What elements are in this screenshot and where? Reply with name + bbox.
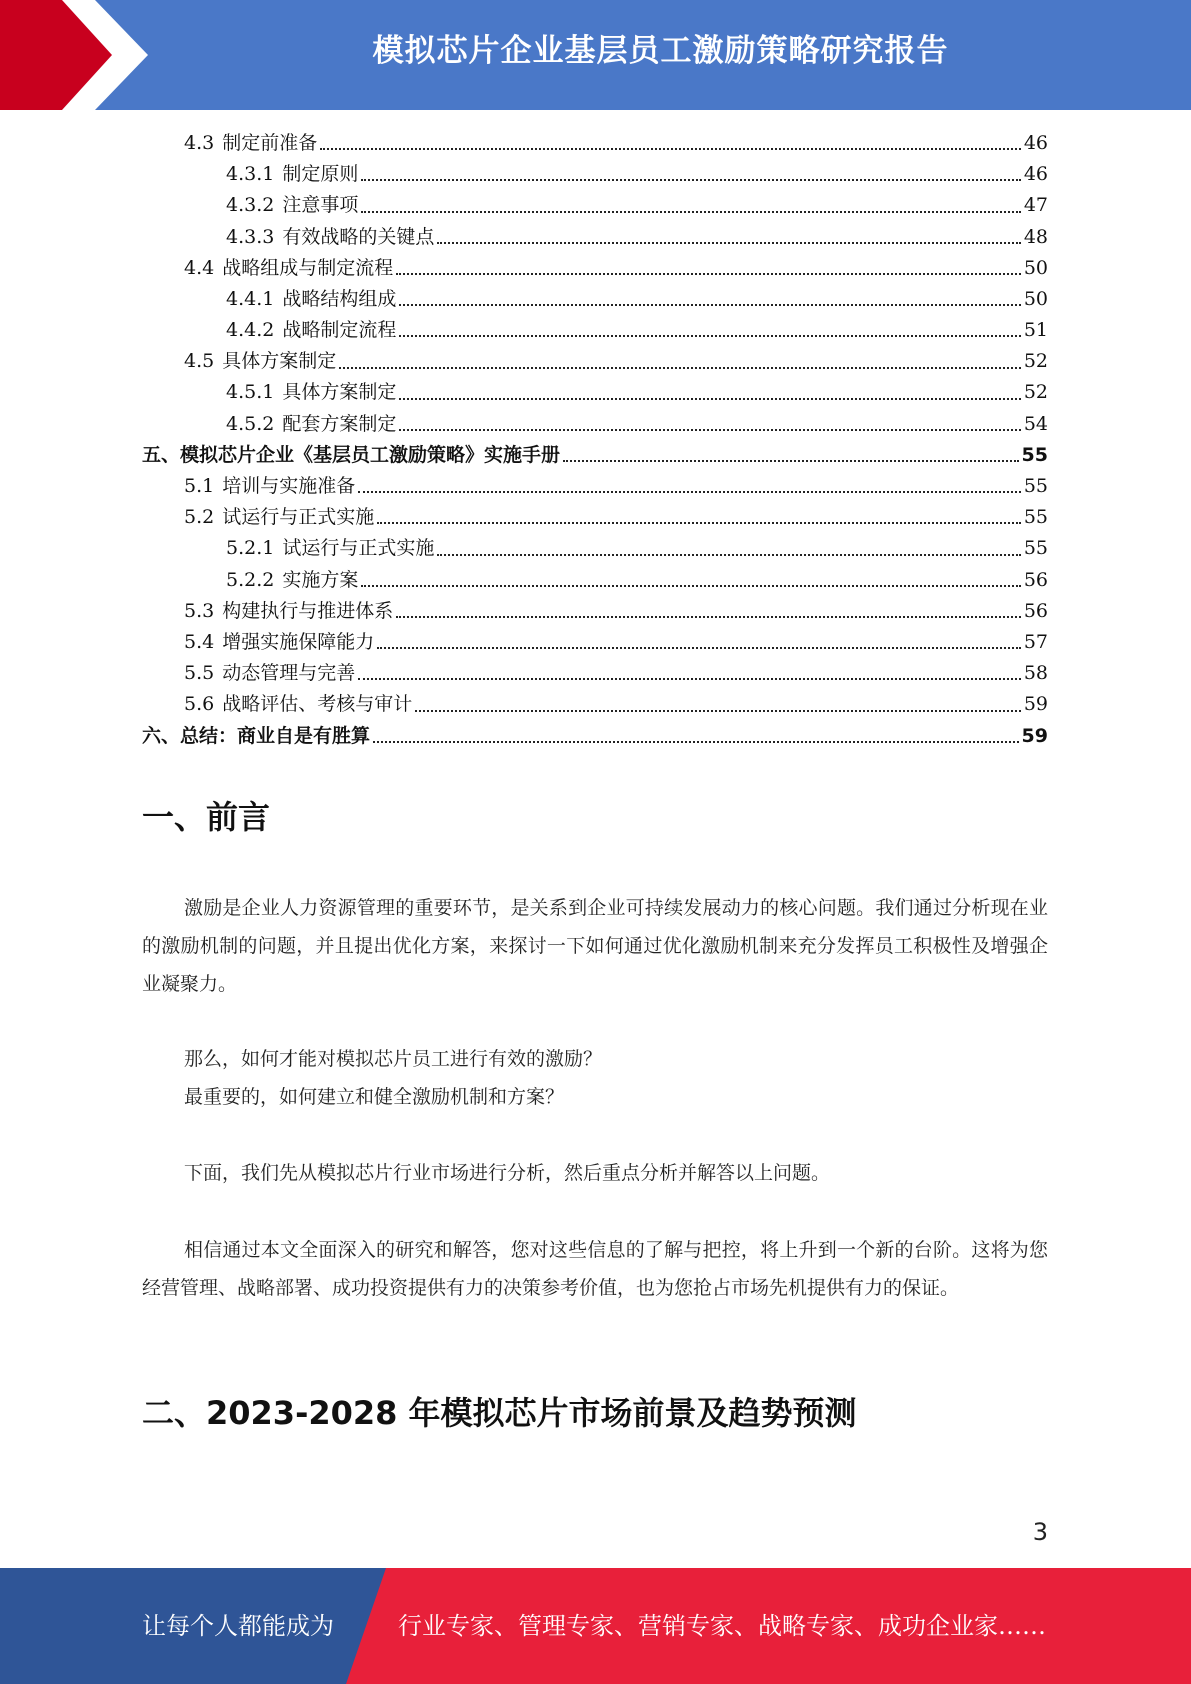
- toc-entry-number: 4.3.3: [226, 225, 275, 248]
- toc-entry-text: 配套方案制定: [282, 412, 397, 435]
- toc-entry[interactable]: [142, 128, 1048, 159]
- toc-entry-page: 51: [1023, 319, 1048, 342]
- toc-entry-title: [226, 409, 396, 440]
- toc-entry-text: 实施方案: [282, 568, 359, 591]
- footer-slogan-left: 让每个人都能成为: [142, 1612, 334, 1640]
- page-number: 3: [1032, 1518, 1048, 1546]
- toc-entry-page: 55: [1023, 475, 1048, 498]
- toc-leader-dots: [339, 367, 1021, 369]
- toc-entry[interactable]: [142, 689, 1048, 720]
- question-line: 最重要的，如何建立和健全激励机制和方案？: [184, 1086, 565, 1108]
- toc-entry[interactable]: [142, 627, 1048, 658]
- toc-entry-text: 具体方案制定: [222, 350, 337, 373]
- toc-entry-title: [184, 627, 374, 658]
- toc-entry-title: [184, 346, 336, 377]
- toc-entry[interactable]: [142, 596, 1048, 627]
- toc-leader-dots: [358, 678, 1021, 680]
- toc-entry-text: 动态管理与完善: [222, 662, 356, 685]
- toc-leader-dots: [399, 429, 1020, 431]
- toc-entry-title: [142, 440, 560, 471]
- toc-entry-page: 52: [1023, 350, 1048, 373]
- toc-entry[interactable]: [142, 658, 1048, 689]
- toc-entry-title: [184, 253, 393, 284]
- toc-entry-title: [184, 689, 412, 720]
- toc-entry-page: 59: [1021, 724, 1048, 747]
- section-heading-preface: 一、前言: [142, 798, 271, 836]
- toc-entry[interactable]: [142, 346, 1048, 377]
- toc-entry-number: 4.4.2: [226, 319, 275, 342]
- toc-entry-page: 48: [1023, 225, 1048, 248]
- toc-entry-page: 58: [1023, 662, 1048, 685]
- toc-entry-text: 战略制定流程: [282, 319, 397, 342]
- toc-leader-dots: [377, 647, 1021, 649]
- toc-entry-text: 增强实施保障能力: [222, 630, 375, 653]
- toc-entry-page: 52: [1023, 381, 1048, 404]
- toc-entry[interactable]: [142, 533, 1048, 564]
- document-title: 模拟芯片企业基层员工激励策略研究报告: [372, 33, 949, 69]
- toc-leader-dots: [320, 148, 1021, 150]
- question-list: [142, 1040, 1048, 1116]
- toc-entry[interactable]: [142, 471, 1048, 502]
- toc-entry-number: 4.5.2: [226, 412, 275, 435]
- toc-leader-dots: [399, 335, 1020, 337]
- toc-leader-dots: [396, 273, 1021, 275]
- toc-leader-dots: [377, 522, 1021, 524]
- toc-leader-dots: [373, 741, 1019, 743]
- toc-entry-title: [184, 502, 374, 533]
- toc-entry-number: 5.2.2: [226, 568, 275, 591]
- toc-entry[interactable]: [142, 721, 1048, 752]
- toc-entry-page: 55: [1023, 537, 1048, 560]
- toc-leader-dots: [361, 211, 1020, 213]
- toc-entry[interactable]: [142, 378, 1048, 409]
- toc-entry-text: 具体方案制定: [282, 381, 397, 404]
- toc-leader-dots: [396, 616, 1021, 618]
- toc-entry[interactable]: [142, 190, 1048, 221]
- paragraph: 相信通过本文全面深入的研究和解答，您对这些信息的了解与把控，将上升到一个新的台阶。这将为您经营管理、战略部署、成功投资提供有力的决策参考价值，也为您抢占市场先机提供有力的保证。: [142, 1239, 1048, 1299]
- toc-entry-number: 4.3.2: [226, 194, 275, 217]
- toc-entry-page: 50: [1023, 287, 1048, 310]
- paragraph: 激励是企业人力资源管理的重要环节，是关系到企业可持续发展动力的核心问题。我们通过分析现在业的激励机制的问题，并且提出优化方案，来探讨一下如何通过优化激励机制来充分发挥员工积极性及增强企业凝聚力。: [142, 897, 1048, 995]
- toc-entry-page: 46: [1023, 131, 1048, 154]
- toc-entry-text: 战略组成与制定流程: [222, 256, 394, 279]
- toc-entry[interactable]: [142, 409, 1048, 440]
- toc-entry-title: [184, 658, 355, 689]
- toc-entry[interactable]: [142, 315, 1048, 346]
- toc-leader-dots: [563, 460, 1019, 462]
- toc-leader-dots: [399, 304, 1020, 306]
- toc-entry-title: [226, 315, 396, 346]
- toc-entry-text: 战略评估、考核与审计: [222, 693, 413, 716]
- toc-entry-number: 4.3: [184, 131, 215, 154]
- toc-entry-number: 4.5.1: [226, 381, 275, 404]
- section-heading-market-forecast: 二、2023-2028 年模拟芯片市场前景及趋势预测: [142, 1394, 857, 1432]
- toc-entry-title: [226, 565, 358, 596]
- toc-entry-page: 47: [1023, 194, 1048, 217]
- toc-entry-page: 50: [1023, 256, 1048, 279]
- table-of-contents: [142, 128, 1048, 752]
- toc-entry-text: 培训与实施准备: [222, 475, 356, 498]
- toc-entry-page: 46: [1023, 163, 1048, 186]
- toc-entry[interactable]: [142, 253, 1048, 284]
- toc-entry-title: [142, 721, 370, 752]
- toc-entry-number: 5.3: [184, 599, 215, 622]
- toc-entry-text: 六、总结：商业自是有胜算: [142, 724, 371, 747]
- toc-entry-number: 5.4: [184, 630, 215, 653]
- toc-entry-text: 构建执行与推进体系: [222, 599, 394, 622]
- toc-entry-title: [226, 190, 358, 221]
- toc-entry-text: 注意事项: [282, 194, 359, 217]
- toc-entry-number: 4.3.1: [226, 163, 275, 186]
- toc-entry[interactable]: [142, 565, 1048, 596]
- page-header: [0, 0, 1191, 110]
- toc-entry-page: 56: [1023, 568, 1048, 591]
- toc-entry-number: 5.5: [184, 662, 215, 685]
- toc-leader-dots: [437, 242, 1020, 244]
- toc-entry-title: [226, 377, 396, 408]
- toc-entry-text: 战略结构组成: [282, 287, 397, 310]
- paragraph: 下面，我们先从模拟芯片行业市场进行分析，然后重点分析并解答以上问题。: [184, 1162, 831, 1184]
- toc-entry-title: [226, 159, 358, 190]
- toc-entry[interactable]: [142, 284, 1048, 315]
- page-footer: [0, 1568, 1191, 1684]
- toc-entry-title: [226, 222, 434, 253]
- toc-entry-number: 5.2: [184, 506, 215, 529]
- toc-entry-title: [226, 284, 396, 315]
- toc-entry-page: 54: [1023, 412, 1048, 435]
- toc-leader-dots: [361, 585, 1020, 587]
- toc-entry-title: [184, 128, 317, 159]
- toc-entry-title: [184, 471, 355, 502]
- toc-entry-text: 制定前准备: [222, 131, 318, 154]
- toc-leader-dots: [361, 179, 1020, 181]
- toc-entry-text: 五、模拟芯片企业《基层员工激励策略》实施手册: [142, 443, 561, 466]
- toc-entry-page: 57: [1023, 630, 1048, 653]
- toc-entry-title: [184, 596, 393, 627]
- toc-leader-dots: [437, 554, 1020, 556]
- toc-entry-text: 有效战略的关键点: [282, 225, 435, 248]
- toc-entry-number: 4.4.1: [226, 287, 275, 310]
- toc-entry-number: 5.1: [184, 475, 215, 498]
- toc-entry-number: 4.4: [184, 256, 215, 279]
- toc-entry[interactable]: [142, 159, 1048, 190]
- toc-entry[interactable]: [142, 502, 1048, 533]
- toc-entry-title: [226, 533, 434, 564]
- toc-entry-page: 55: [1021, 443, 1048, 466]
- toc-entry-number: 5.6: [184, 693, 215, 716]
- toc-leader-dots: [358, 491, 1021, 493]
- toc-leader-dots: [415, 710, 1021, 712]
- toc-entry-number: 4.5: [184, 350, 215, 373]
- toc-entry[interactable]: [142, 440, 1048, 471]
- footer-slogan-right: 行业专家、管理专家、营销专家、战略专家、成功企业家……: [398, 1612, 1046, 1640]
- toc-entry-text: 制定原则: [282, 163, 359, 186]
- toc-leader-dots: [399, 398, 1020, 400]
- toc-entry-text: 试运行与正式实施: [282, 537, 435, 560]
- toc-entry-page: 55: [1023, 506, 1048, 529]
- toc-entry-page: 59: [1023, 693, 1048, 716]
- toc-entry[interactable]: [142, 222, 1048, 253]
- toc-entry-text: 试运行与正式实施: [222, 506, 375, 529]
- toc-entry-page: 56: [1023, 599, 1048, 622]
- toc-entry-number: 5.2.1: [226, 537, 275, 560]
- question-line: 那么，如何才能对模拟芯片员工进行有效的激励？: [184, 1048, 603, 1070]
